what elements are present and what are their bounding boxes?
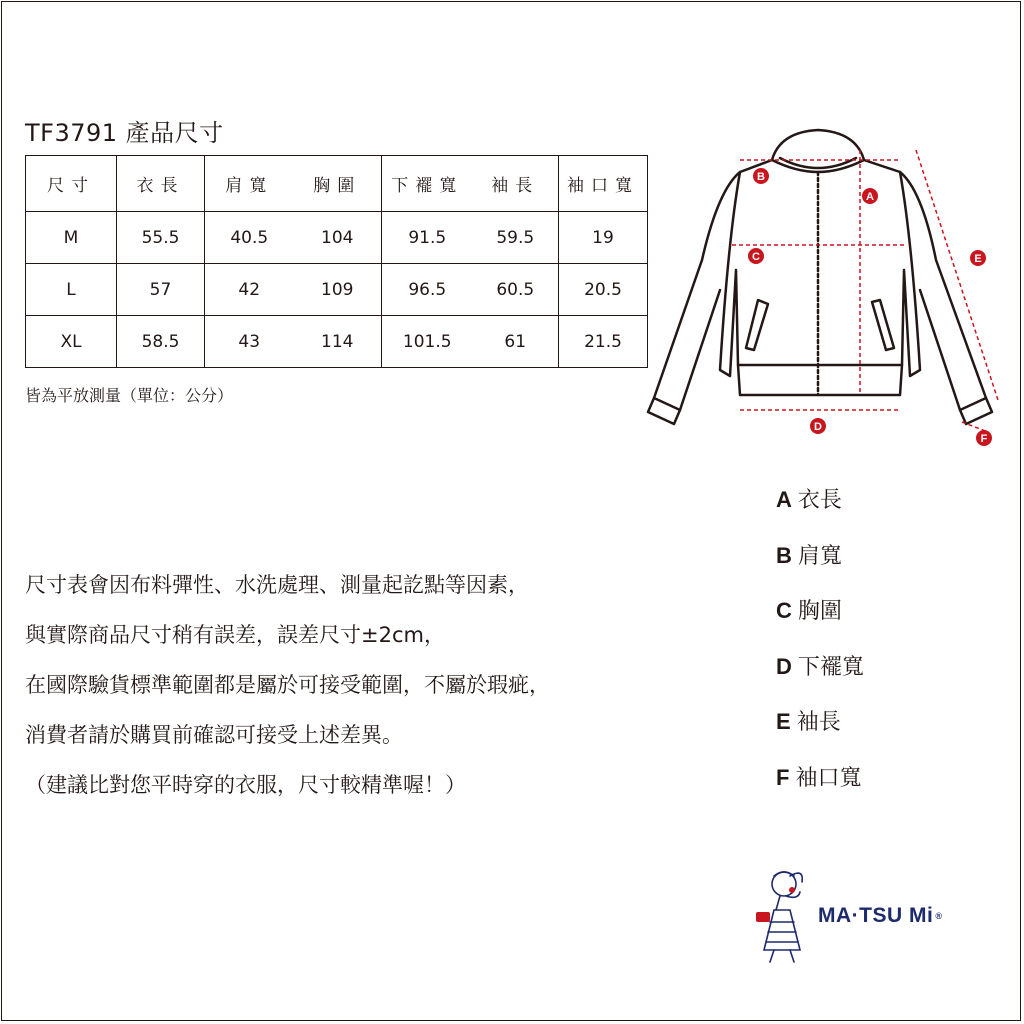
marker-a [862,188,878,204]
disclaimer-line: 與實際商品尺寸稍有誤差，誤差尺寸±2cm， [25,623,445,647]
header-hem: 下襬寬 [382,156,473,212]
jacket-body [720,160,920,376]
disclaimer-line: （建議比對您平時穿的衣服，尺寸較精準喔！） [25,773,466,797]
header-length: 衣長 [117,156,205,212]
header-chest: 胸圍 [294,156,382,212]
cell-cuff: 21.5 [559,316,648,368]
header-shoulder: 肩寬 [205,156,294,212]
cell-size: L [26,264,117,316]
svg-text:E: E [974,253,982,265]
brand-logo-text: MA·TSU Mi ® [818,904,943,927]
marker-f [976,430,992,446]
svg-text:D: D [814,421,822,433]
disclaimer-line: 消費者請於購買前確認可接受上述差異。 [25,723,403,747]
table-row [26,212,648,264]
cell-shoulder: 42 [205,264,294,316]
marker-c [748,248,764,264]
table-row [26,264,648,316]
jacket-waistband [738,365,902,395]
measure-line-e [916,150,998,400]
cell-length: 57 [117,264,205,316]
svg-text:B: B [757,171,765,183]
measurement-note: 皆為平放測量（單位：公分） [25,386,234,405]
disclaimer-line: 尺寸表會因布料彈性、水洗處理、測量起訖點等因素， [25,573,529,597]
jacket-diagram [640,120,1010,460]
cell-hem: 96.5 [382,264,473,316]
jacket-collar [772,130,864,172]
marker-e [970,250,986,266]
disclaimer-line: 在國際驗貨標準範圍都是屬於可接受範圍，不屬於瑕疵， [25,673,550,697]
legend-item: D 下襬寬 [776,653,864,680]
legend-item: E 袖長 [776,709,841,735]
cell-chest: 109 [294,264,382,316]
jacket-pocket-right [872,300,894,350]
cell-shoulder: 40.5 [205,212,294,264]
cell-chest: 114 [294,316,382,368]
size-disclaimer [25,560,550,810]
cell-sleeve: 60.5 [473,264,559,316]
cell-size: XL [26,316,117,368]
cell-sleeve: 61 [473,316,559,368]
cell-sleeve: 59.5 [473,212,559,264]
legend-item: A 衣長 [776,487,842,513]
cell-cuff: 20.5 [559,264,648,316]
marker-d [810,418,826,434]
page-title: TF3791 產品尺寸 [25,119,224,147]
table-header-row [26,156,648,212]
header-sleeve: 袖長 [473,156,559,212]
size-table [25,155,648,368]
cell-hem: 91.5 [382,212,473,264]
cell-chest: 104 [294,212,382,264]
cell-length: 58.5 [117,316,205,368]
header-cuff: 袖口寬 [559,156,648,212]
legend-item: F 袖口寬 [776,764,862,791]
cell-cuff: 19 [559,212,648,264]
cell-shoulder: 43 [205,316,294,368]
measurement-legend [776,480,864,813]
cell-size: M [26,212,117,264]
svg-text:C: C [752,251,760,263]
cell-length: 55.5 [117,212,205,264]
legend-item: C 胸圍 [776,598,842,624]
brand-logo-figure [750,866,814,966]
table-row [26,316,648,368]
svg-text:A: A [866,191,874,203]
header-size: 尺寸 [26,156,117,212]
cell-hem: 101.5 [382,316,473,368]
legend-item: B 肩寬 [776,542,842,569]
marker-b [753,168,769,184]
svg-text:F: F [980,433,988,445]
jacket-pocket-left [746,300,768,350]
